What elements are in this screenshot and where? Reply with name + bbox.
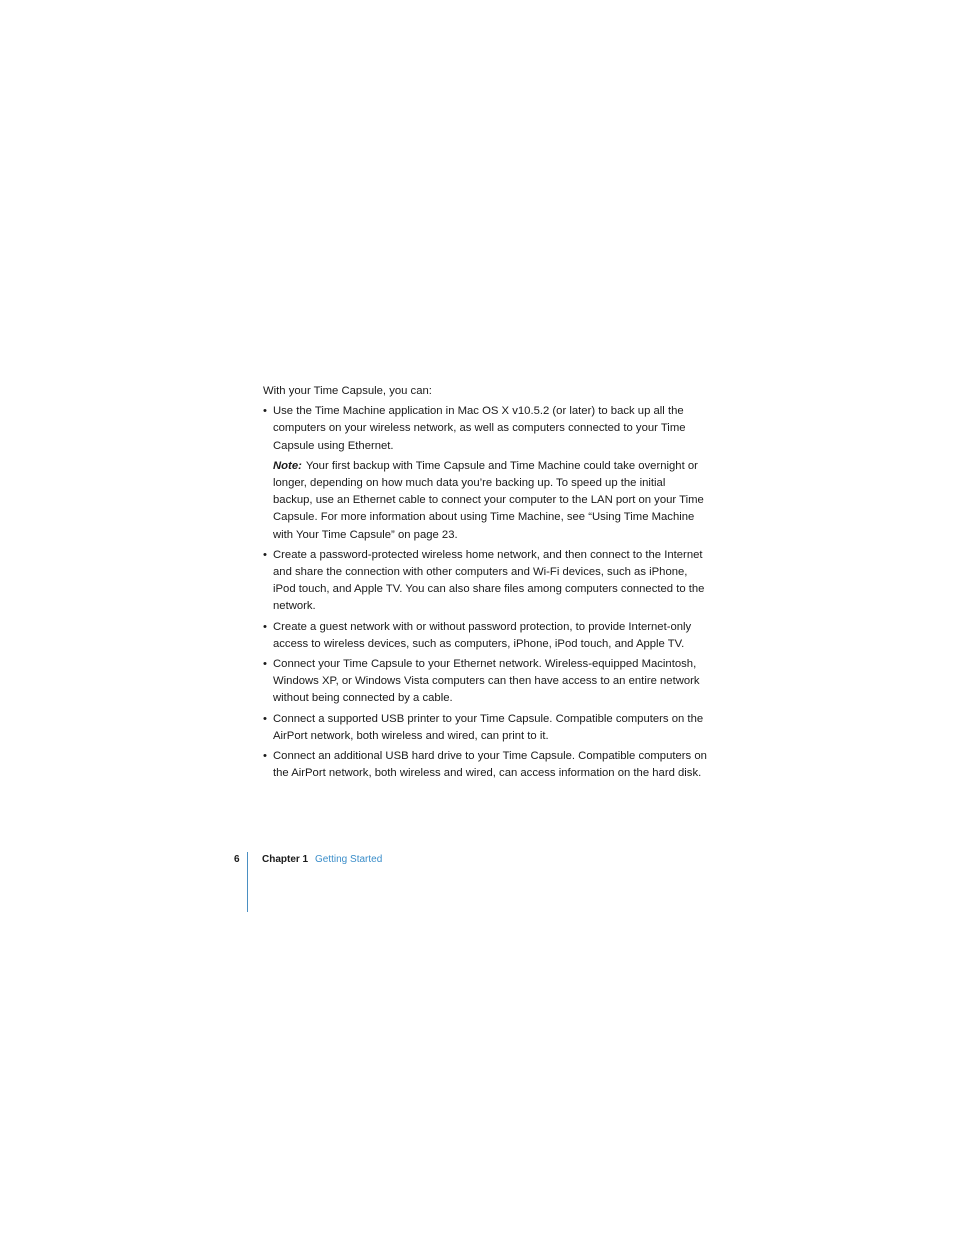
bullet-icon: • bbox=[263, 548, 267, 561]
bullet-icon: • bbox=[263, 658, 267, 671]
note-paragraph bbox=[273, 458, 708, 544]
note-label: Note: bbox=[273, 459, 302, 472]
list-item-text: Connect a supported USB printer to your Time Capsule. Compatible computers on the AirPort network, both wireless and wired, can print to it. bbox=[273, 712, 704, 742]
chapter-title-link[interactable]: Getting Started bbox=[315, 854, 383, 865]
list-item-text: Connect your Time Capsule to your Ethernet network. Wireless-equipped Macintosh, Windows XP, or Windows Vista computers can then have access to an entire network without being connected by a cable. bbox=[273, 658, 700, 705]
intro-text: With your Time Capsule, you can: bbox=[263, 385, 432, 397]
list-item bbox=[263, 547, 708, 616]
main-content bbox=[263, 383, 708, 785]
footer-divider bbox=[247, 852, 248, 912]
bullet-icon: • bbox=[263, 712, 267, 725]
list-item-text: Use the Time Machine application in Mac OS X v10.5.2 (or later) to back up all the computers on your wireless network, as well as computers connected to your Time Capsule using Ethernet. bbox=[273, 405, 686, 452]
list-item bbox=[263, 656, 708, 708]
list-item bbox=[263, 619, 708, 653]
list-item bbox=[263, 403, 708, 544]
list-item bbox=[263, 748, 708, 782]
list-item-text: Create a guest network with or without password protection, to provide Internet-only access to wireless devices, such as computers, iPhone, iPod touch, and Apple TV. bbox=[273, 620, 692, 650]
list-item bbox=[263, 711, 708, 745]
list-item-text: Create a password-protected wireless home network, and then connect to the Internet and share the connection with other computers and Wi-Fi devices, such as iPhone, iPod touch, and Apple TV. You can also share files among computers connected to the network. bbox=[273, 548, 705, 613]
bullet-icon: • bbox=[263, 620, 267, 633]
feature-list bbox=[263, 403, 708, 782]
bullet-icon: • bbox=[263, 405, 267, 418]
bullet-icon: • bbox=[263, 750, 267, 763]
list-item-text: Connect an additional USB hard drive to your Time Capsule. Compatible computers on the AirPort network, both wireless and wired, can access information on the hard disk. bbox=[273, 750, 707, 780]
note-text: Your first backup with Time Capsule and Time Machine could take overnight or longer, depending on how much data you’re backing up. To speed up the initial backup, use an Ethernet cable to connect your computer to the LAN port on your Time Capsule. For more information about using Time Machine, see “Using Time Machine with Your Time Capsule” on page 23. bbox=[273, 459, 704, 541]
chapter-label: Chapter 1 bbox=[262, 854, 309, 865]
page-number: 6 bbox=[234, 854, 240, 865]
page-footer bbox=[0, 852, 954, 912]
